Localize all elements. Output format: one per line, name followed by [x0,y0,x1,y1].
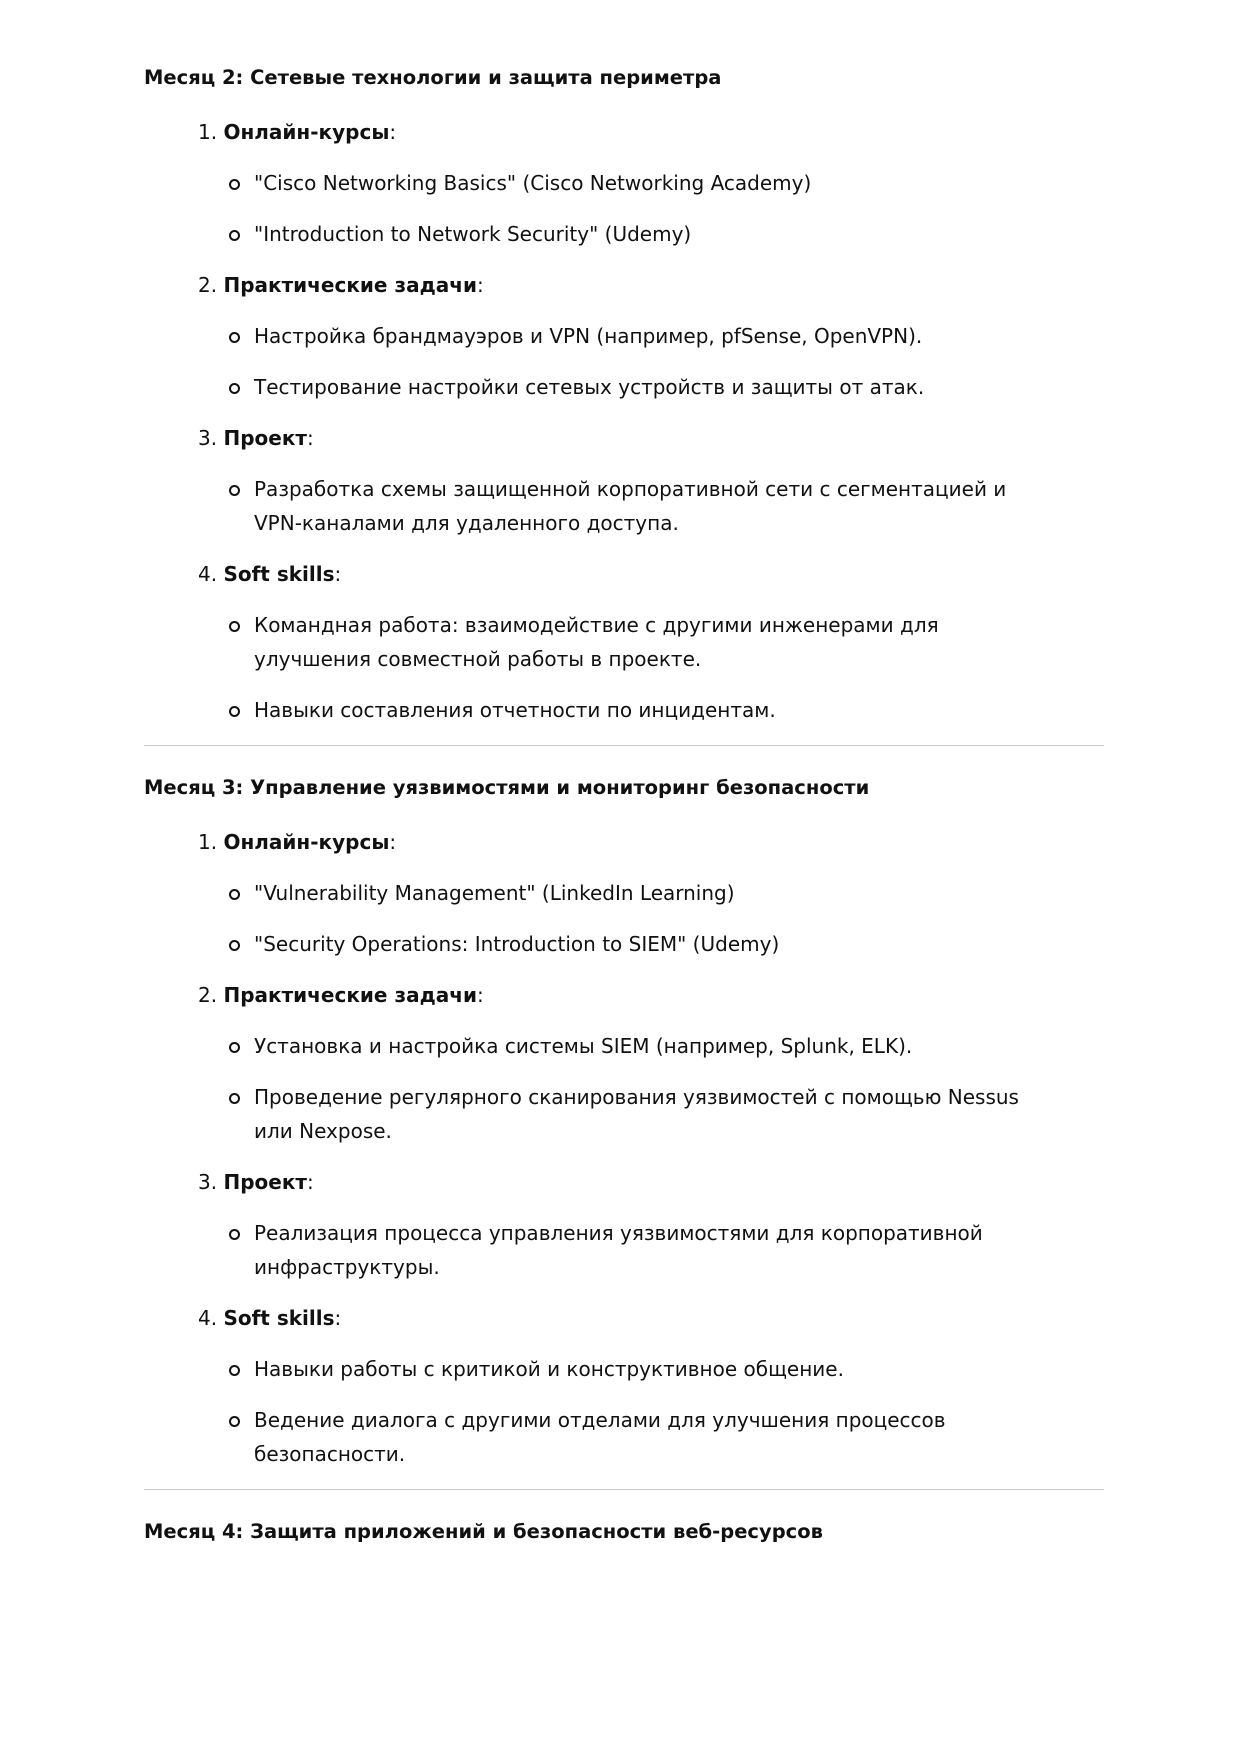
circle-bullet-icon [229,621,240,632]
item-label: Онлайн-курсы [223,830,390,854]
item-number: 3. [198,426,218,450]
circle-bullet-icon [229,1093,240,1104]
section-heading: Месяц 3: Управление уязвимостями и мониторинг безопасности [144,776,870,799]
list-item: 2. Практические задачи: [198,978,1104,1012]
circle-bullet-icon [229,1365,240,1376]
document-body [144,58,1104,1552]
item-label: Онлайн-курсы [223,120,390,144]
sub-item: "Introduction to Network Security" (Udemy) [254,217,1104,251]
list-item: 3. Проект: [198,421,1104,455]
circle-bullet-icon [229,332,240,343]
circle-bullet-icon [229,179,240,190]
circle-bullet-icon [229,1229,240,1240]
item-number: 4. [198,562,218,586]
list-item: 4. Soft skills: [198,557,1104,591]
sub-item: Настройка брандмауэров и VPN (например, pfSense, OpenVPN). [254,319,1104,353]
sub-item: Навыки составления отчетности по инцидентам. [254,693,1104,727]
sub-item: Реализация процесса управления уязвимостями для корпоративной инфраструктуры. [254,1216,1104,1284]
item-number: 2. [198,983,218,1007]
section-month-4 [144,1512,1104,1552]
item-number: 4. [198,1306,218,1330]
section-month-3 [144,768,1104,1471]
list-item: 4. Soft skills: [198,1301,1104,1335]
sub-item: Командная работа: взаимодействие с другими инженерами для улучшения совместной работы в проекте. [254,608,1104,676]
sub-item: Навыки работы с критикой и конструктивное общение. [254,1352,1104,1386]
section-heading: Месяц 4: Защита приложений и безопасности веб-ресурсов [144,1520,823,1543]
section-heading: Месяц 2: Сетевые технологии и защита периметра [144,66,722,89]
circle-bullet-icon [229,1042,240,1053]
circle-bullet-icon [229,706,240,717]
sub-item: "Security Operations: Introduction to SIEM" (Udemy) [254,927,1104,961]
item-number: 1. [198,120,218,144]
item-label: Практические задачи [223,273,477,297]
circle-bullet-icon [229,485,240,496]
section-month-2 [144,58,1104,727]
item-number: 3. [198,1170,218,1194]
section-divider [144,1489,1104,1490]
sub-item: Проведение регулярного сканирования уязвимостей с помощью Nessus или Nexpose. [254,1080,1104,1148]
item-label: Soft skills [223,1306,335,1330]
section-divider [144,745,1104,746]
sub-item: Разработка схемы защищенной корпоративной сети с сегментацией и VPN-каналами для удаленного доступа. [254,472,1104,540]
sub-item: Установка и настройка системы SIEM (например, Splunk, ELK). [254,1029,1104,1063]
circle-bullet-icon [229,889,240,900]
circle-bullet-icon [229,1416,240,1427]
item-label: Soft skills [223,562,335,586]
list-item: 2. Практические задачи: [198,268,1104,302]
item-label: Проект [223,426,307,450]
sub-item: "Vulnerability Management" (LinkedIn Learning) [254,876,1104,910]
list-item: 3. Проект: [198,1165,1104,1199]
sub-item: Ведение диалога с другими отделами для улучшения процессов безопасности. [254,1403,1104,1471]
item-number: 2. [198,273,218,297]
item-label: Практические задачи [223,983,477,1007]
circle-bullet-icon [229,230,240,241]
circle-bullet-icon [229,383,240,394]
list-item: 1. Онлайн-курсы: [198,115,1104,149]
sub-item: Тестирование настройки сетевых устройств и защиты от атак. [254,370,1104,404]
circle-bullet-icon [229,940,240,951]
list-item: 1. Онлайн-курсы: [198,825,1104,859]
sub-item: "Cisco Networking Basics" (Cisco Networking Academy) [254,166,1104,200]
item-number: 1. [198,830,218,854]
item-label: Проект [223,1170,307,1194]
